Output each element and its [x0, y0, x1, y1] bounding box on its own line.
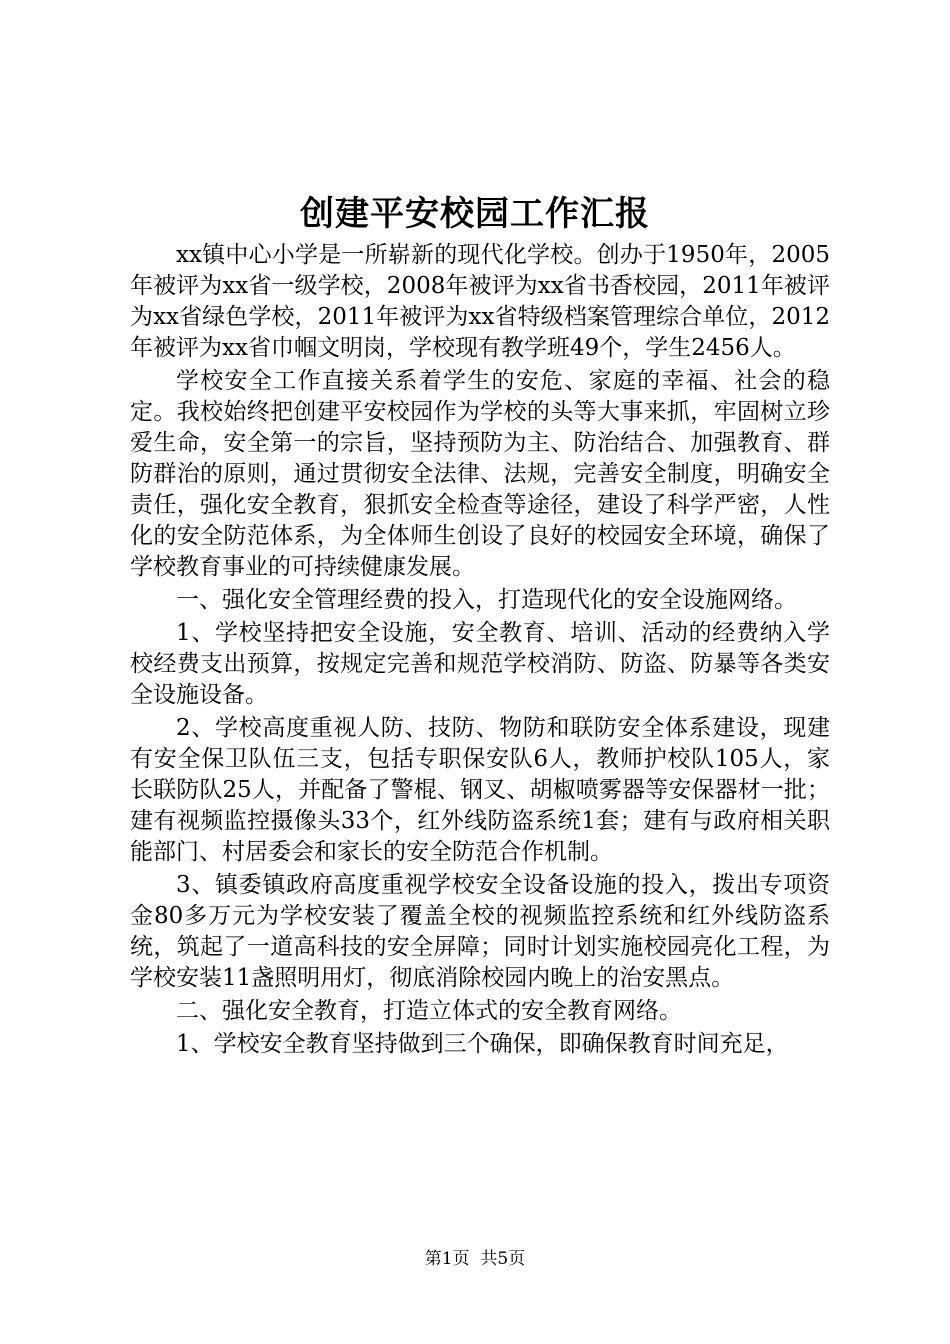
paragraph-item-1-2: 2、学校高度重视人防、技防、物防和联防安全体系建设，现建有安全保卫队伍三支，包括专职保安队6人，教师护校队105人，家长联防队25人，并配备了警棍、钢叉、胡椒喷雾器等安保器材一批；建有视频监控摄像头33个，红外线防盗系统1套；建有与政府相关职能部门、村居委会和家长的安全防范合作机制。: [130, 715, 830, 865]
page-footer: [0, 1244, 950, 1269]
document-title: 创建平安校园工作汇报: [300, 194, 650, 234]
page-number: 第1页: [424, 1249, 470, 1269]
paragraph-safety-overview: 学校安全工作直接关系着学生的安危、家庭的幸福、社会的稳定。我校始终把创建平安校园作为学校的头等大事来抓，牢固树立珍爱生命，安全第一的宗旨，坚持预防为主、防治结合、加强教育、群防群治的原则，通过贯彻安全法律、法规，完善安全制度，明确安全责任，强化安全教育，狠抓安全检查等途径，建设了科学严密，人性化的安全防范体系，为全体师生创设了良好的校园安全环境，确保了学校教育事业的可持续健康发展。: [130, 368, 830, 580]
section-heading-2: 二、强化安全教育，打造立体式的安全教育网络。: [176, 998, 682, 1024]
paragraph-item-2-1: 1、学校安全教育坚持做到三个确保，即确保教育时间充足，: [176, 1031, 789, 1057]
paragraph-item-1-3: 3、镇委镇政府高度重视学校安全设备设施的投入，拨出专项资金80多万元为学校安装了覆盖全校的视频监控系统和红外线防盗系统，筑起了一道高科技的安全屏障；同时计划实施校园亮化工程，为学校安装11盏照明用灯，彻底消除校园内晚上的治安黑点。: [130, 872, 830, 991]
page-total: 共5页: [480, 1249, 526, 1269]
paragraph-intro: xx镇中心小学是一所崭新的现代化学校。创办于1950年，2005年被评为xx省一级学校，2008年被评为xx省书香校园，2011年被评为xx省绿色学校，2011年被评为xx省特级档案管理综合单位，2012年被评为xx省巾帼文明岗，学校现有教学班49个，学生2456人。: [130, 242, 830, 361]
section-heading-1: 一、强化安全管理经费的投入，打造现代化的安全设施网络。: [176, 587, 797, 613]
paragraph-item-1-1: 1、学校坚持把安全设施，安全教育、培训、活动的经费纳入学校经费支出预算，按规定完善和规范学校消防、防盗、防暴等各类安全设施设备。: [130, 620, 830, 708]
document-body: [130, 240, 830, 1062]
